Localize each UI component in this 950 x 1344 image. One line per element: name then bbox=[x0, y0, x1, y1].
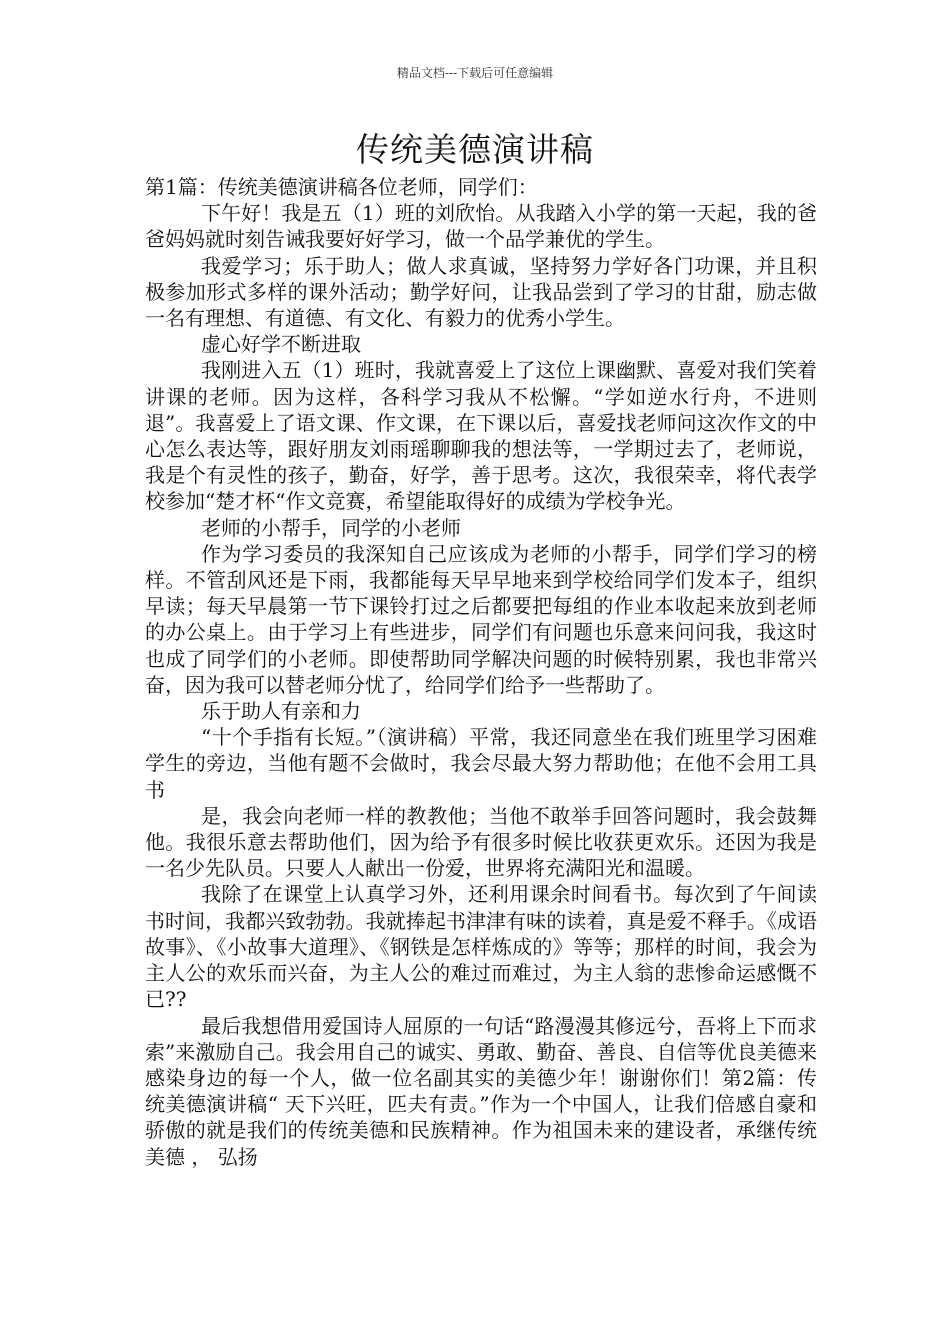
section-heading: 虚心好学不断进取 bbox=[201, 332, 361, 357]
paragraph: 最后我想借用爱国诗人屈原的一句话“路漫漫其修远兮，吾将上下而求索”来激励自己。我会用自己的诚实、勇敢、勤奋、善良、自信等优良美德来感染身边的每一个人，做一位名副其实的美德少年！谢谢你们！第2篇：传统美德演讲稿“ 天下兴旺，匹夫有责。”作为一个中国人，让我们倍感自豪和骄傲的就是我们的传统美德和民族精神。作为祖国未来的建设者，承继传统美德 ， 弘扬 bbox=[145, 1013, 817, 1169]
paragraph: “十个手指有长短。”（演讲稿）平常，我还同意坐在我们班里学习困难学生的旁边，当他有题不会做时，我会尽最大努力帮助他；在他不会用工具书 bbox=[145, 725, 817, 802]
paragraph: 我爱学习；乐于助人；做人求真诚，坚持努力学好各门功课，并且积极参加形式多样的课外活动；勤学好问，让我品尝到了学习的甘甜，励志做一名有理想、有道德、有文化、有毅力的优秀小学生。 bbox=[145, 253, 817, 331]
document-body bbox=[145, 174, 817, 1170]
paragraph: 是，我会向老师一样的教教他；当他不敢举手回答问题时，我会鼓舞他。我很乐意去帮助他们，因为给予有很多时候比收获更欢乐。还因为我是一名少先队员。只要人人献出一份爱，世界将充满阳光和温暖。 bbox=[145, 803, 817, 881]
paragraph: 我除了在课堂上认真学习外，还利用课余时间看书。每次到了午间读书时间，我都兴致勃勃。我就捧起书津津有味的读着，真是爱不释手。《成语故事》、《小故事大道理》、《钢铁是怎样炼成的》等等；那样的时间，我会为主人公的欢乐而兴奋，为主人公的难过而难过，为主人翁的悲惨命运感慨不已?? bbox=[145, 882, 817, 1012]
section-heading: 乐于助人有亲和力 bbox=[201, 699, 361, 724]
page-header: 精品文档---下载后可任意编辑 bbox=[396, 66, 554, 80]
paragraph: 我刚进入五（1）班时，我就喜爱上了这位上课幽默、喜爱对我们笑着讲课的老师。因为这样，各科学习我从不松懈。“学如逆水行舟，不进则退”。我喜爱上了语文课、作文课，在下课以后，喜爱找老师问这次作文的中心怎么表达等，跟好朋友刘雨瑶聊聊我的想法等，一学期过去了，老师说，我是个有灵性的孩子，勤奋，好学，善于思考。这次，我很荣幸，将代表学校参加“楚才杯“作文竞赛，希望能取得好的成绩为学校争光。 bbox=[145, 358, 817, 514]
section-heading: 老师的小帮手，同学的小老师 bbox=[201, 515, 461, 540]
paragraph: 下午好！我是五（1）班的刘欣怡。从我踏入小学的第一天起，我的爸爸妈妈就时刻告诫我要好好学习，做一个品学兼优的学生。 bbox=[145, 201, 817, 252]
document-title: 传统美德演讲稿 bbox=[356, 130, 594, 169]
paragraph-opening: 第1篇：传统美德演讲稿各位老师，同学们： bbox=[145, 175, 538, 199]
paragraph: 作为学习委员的我深知自己应该成为老师的小帮手，同学们学习的榜样。不管刮风还是下雨，我都能每天早早地来到学校给同学们发本子，组织早读；每天早晨第一节下课铃打过之后都要把每组的作业本收起来放到老师的办公桌上。由于学习上有些进步，同学们有问题也乐意来问问我，我这时也成了同学们的小老师。即使帮助同学解决问题的时候特别累，我也非常兴奋，因为我可以替老师分忧了，给同学们给予一些帮助了。 bbox=[145, 541, 817, 697]
